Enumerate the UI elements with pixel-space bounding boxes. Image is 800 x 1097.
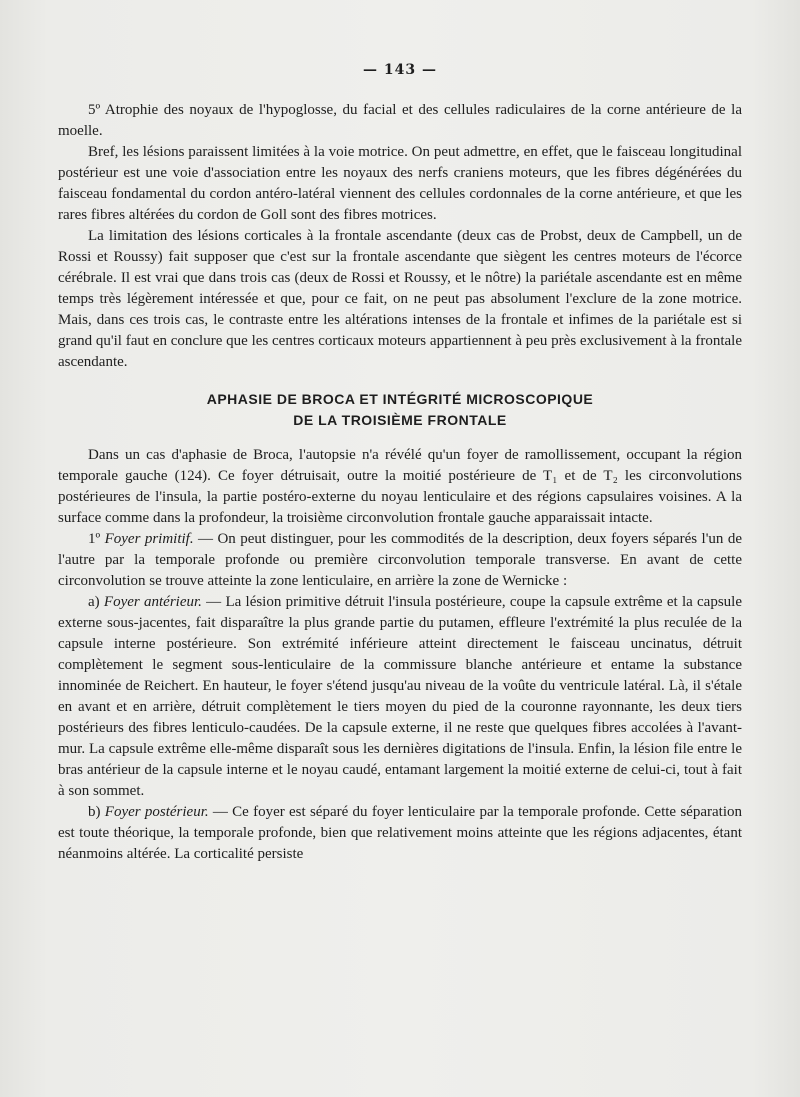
paragraph-foyer-anterieur (58, 592, 742, 802)
paragraph-label: Foyer antérieur. (103, 594, 202, 610)
paragraph-label: Foyer primitif. (104, 531, 194, 547)
paragraph-lead: a) (88, 594, 104, 610)
paragraph-foyer-primitif (58, 529, 742, 592)
paragraph-limitation: La limitation des lésions corticales à la frontale ascendante (deux cas de Probst, deux de Campbell, un de Rossi et Roussy) fait supposer que c'est sur la frontale ascendante que siègent les centres moteurs de l'écorce cérébrale. Il est vrai que dans trois cas (deux de Rossi et Roussy, et le nôtre) la pariétale ascendante est en même temps très légèrement intéressée et que, pour ce fait, on ne peut pas absolument l'exclure de la zone motrice. Mais, dans ces trois cas, le contraste entre les altérations intenses de la frontale et infimes de la pariétale est si grand qu'il faut en conclure que les centres corticaux moteurs appartiennent à peu près exclusivement à la frontale ascendante. (58, 228, 742, 370)
paragraph-foyer-posterieur (58, 802, 742, 865)
paragraph-aphasie: Dans un cas d'aphasie de Broca, l'autopsie n'a révélé qu'un foyer de ramollissement, occupant la région temporale gauche (124). Ce foyer détruisait, outre la moitié postérieure de T₁ et de T₂ les circonvolutions postérieures de l'insula, la partie postéro-externe du noyau lenticulaire et des régions capsulaires voisines. A la surface comme dans la profondeur, la troisième circonvolution frontale gauche apparaissait intacte. (58, 447, 742, 526)
page-number: — 143 — (363, 62, 437, 78)
paragraph-atrophie: 5º Atrophie des noyaux de l'hypoglosse, du facial et des cellules radiculaires de la corne antérieure de la moelle. (58, 102, 742, 139)
body-text (58, 100, 742, 865)
paragraph-label: Foyer postérieur. (104, 804, 209, 820)
section-heading-line-1: APHASIE DE BROCA ET INTÉGRITÉ MICROSCOPIQUE (206, 391, 594, 407)
paragraph-lead: 1º (88, 531, 105, 547)
paragraph-text: — Ce foyer est séparé du foyer lenticulaire par la temporale profonde. Cette séparation est toute théorique, la temporale profonde, bien que relativement moins atteinte que les régions adjacentes, étant néanmoins altérée. La corticalité persiste (58, 804, 742, 862)
paragraph-lead: b) (88, 804, 105, 820)
paragraph-bref: Bref, les lésions paraissent limitées à la voie motrice. On peut admettre, en effet, que le faisceau longitudinal postérieur est une voie d'association entre les noyaux des nerfs craniens moteurs, que les fibres dégénérées du faisceau fondamental du cordon antéro-latéral viennent des cellules cordonnales de la corne antérieure, et que les rares fibres altérées du cordon de Goll sont des fibres motrices. (58, 144, 742, 223)
section-heading (58, 389, 742, 431)
section-heading-line-2: DE LA TROISIÈME FRONTALE (293, 412, 507, 428)
paragraph-text: — La lésion primitive détruit l'insula postérieure, coupe la capsule extrême et la capsule externe sous-jacentes, fait disparaître la plus grande partie du putamen, effleure l'extrémité la plus reculée de la capsule interne postérieure. Son extrémité inférieure atteint directement le faisceau uncinatus, détruit complètement le segment sous-lenticulaire de la commissure blanche antérieure et entame la substance innominée de Reichert. En hauteur, le foyer s'étend jusqu'au niveau de la voûte du ventricule latéral. Là, il s'étale en avant et en arrière, détruit complètement le tiers moyen du pied de la couronne rayonnante, les deux tiers postérieurs des fibres lenticulo-caudées. De la capsule externe, il ne reste que quelques fibres accolées à l'avant-mur. La capsule extrême elle-même disparaît sous les dernières digitations de l'insula. Enfin, la lésion file entre le bras antérieur de la capsule interne et le noyau caudé, entamant largement la moitié externe de celui-ci, tout à fait à son sommet. (58, 594, 743, 799)
paragraph-text: — On peut distinguer, pour les commodités de la description, deux foyers séparés l'un de l'autre par la temporale profonde ou première circonvolution temporale transverse. En avant de cette circonvolution se trouve atteinte la zone lenticulaire, en arrière la zone de Wernicke : (58, 531, 743, 589)
